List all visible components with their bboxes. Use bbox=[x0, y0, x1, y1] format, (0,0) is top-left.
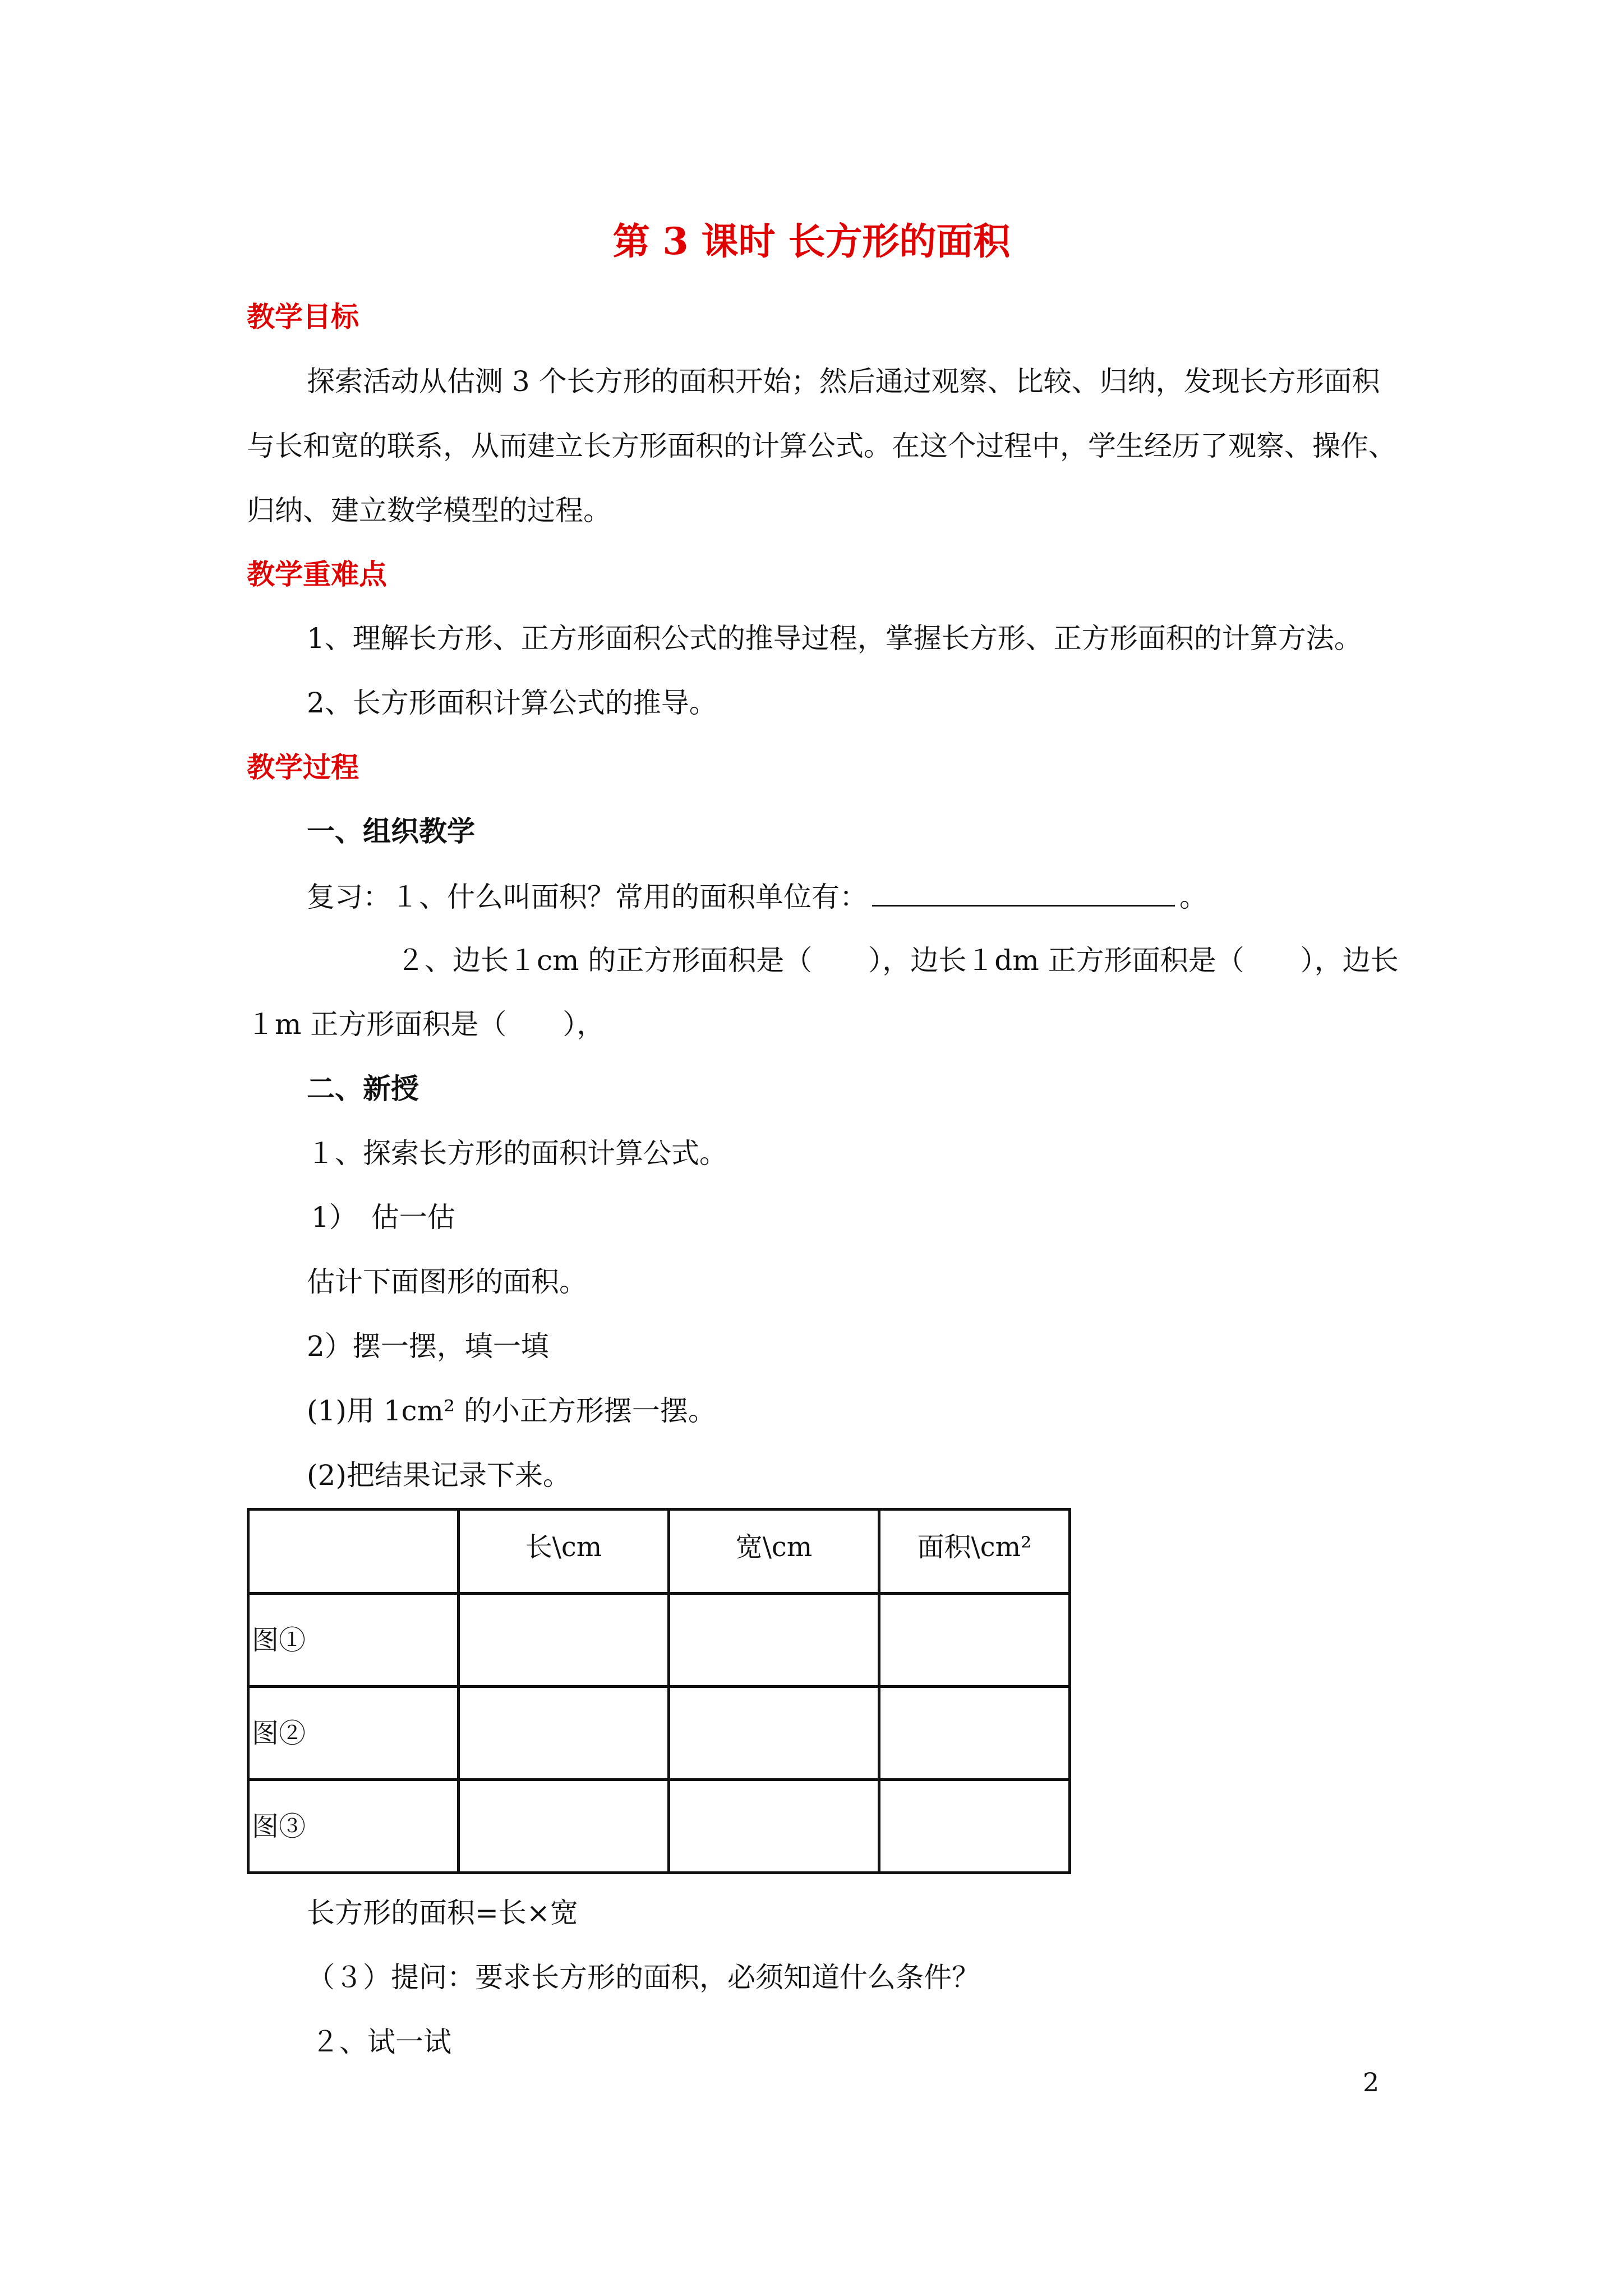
section-organize-teaching: 一、组织教学 bbox=[307, 815, 475, 848]
page-number: 2 bbox=[1363, 2067, 1380, 2097]
section-new-lesson: 二、新授 bbox=[307, 1072, 419, 1105]
objectives-heading: 教学目标 bbox=[247, 300, 359, 333]
record-results-instruction: (2)把结果记录下来。 bbox=[307, 1459, 571, 1492]
table-header-area: 面积\cm² bbox=[879, 1510, 1070, 1594]
objectives-paragraph-line-3: 归纳、建立数学模型的过程。 bbox=[247, 494, 611, 527]
step-place-and-fill: 2）摆一摆，填一填 bbox=[307, 1330, 549, 1363]
table-row-label: 图② bbox=[248, 1687, 459, 1780]
review-question-1-text: 复习：１、什么叫面积？常用的面积单位有： bbox=[307, 881, 868, 913]
step-estimate: 1） 估一估 bbox=[311, 1201, 455, 1234]
table-header-cell bbox=[248, 1510, 459, 1594]
review-question-1-end: 。 bbox=[1179, 881, 1207, 913]
step-explore-formula: １、探索长方形的面积计算公式。 bbox=[307, 1137, 727, 1170]
table-cell-empty[interactable] bbox=[669, 1594, 879, 1687]
table-header-length: 长\cm bbox=[459, 1510, 669, 1594]
table-cell-empty[interactable] bbox=[459, 1687, 669, 1780]
key-points-heading: 教学重难点 bbox=[247, 558, 387, 591]
results-table bbox=[247, 1508, 1071, 1874]
table-cell-empty[interactable] bbox=[669, 1687, 879, 1780]
review-question-2-line-2: １m 正方形面积是（ ）， bbox=[247, 1008, 605, 1041]
table-cell-empty[interactable] bbox=[879, 1780, 1070, 1873]
table-cell-empty[interactable] bbox=[459, 1780, 669, 1873]
review-question-1 bbox=[307, 879, 1207, 914]
table-header-row bbox=[248, 1510, 1070, 1594]
table-cell-empty[interactable] bbox=[879, 1594, 1070, 1687]
table-cell-empty[interactable] bbox=[459, 1594, 669, 1687]
table-cell-empty[interactable] bbox=[669, 1780, 879, 1873]
objectives-paragraph-line-1: 探索活动从估测 3 个长方形的面积开始；然后通过观察、比较、归纳，发现长方形面积 bbox=[307, 365, 1380, 398]
table-header-width: 宽\cm bbox=[669, 1510, 879, 1594]
objectives-paragraph-line-2: 与长和宽的联系，从而建立长方形面积的计算公式。在这个过程中，学生经历了观察、操作、 bbox=[247, 430, 1396, 462]
process-heading: 教学过程 bbox=[247, 751, 359, 784]
key-point-1: 1、理解长方形、正方形面积公式的推导过程，掌握长方形、正方形面积的计算方法。 bbox=[307, 622, 1362, 655]
step-try-it: ２、试一试 bbox=[311, 2026, 451, 2058]
page-title: 第 3 课时 长方形的面积 bbox=[612, 219, 1011, 263]
key-point-2: 2、长方形面积计算公式的推导。 bbox=[307, 687, 717, 719]
review-question-2-line-1: ２、边长１cm 的正方形面积是（ ），边长１dm 正方形面积是（ ），边长 bbox=[396, 944, 1399, 977]
question-conditions: （３）提问：要求长方形的面积，必须知道什么条件？ bbox=[307, 1961, 980, 1994]
table-row bbox=[248, 1780, 1070, 1873]
table-row-label: 图③ bbox=[248, 1780, 459, 1873]
table-row bbox=[248, 1594, 1070, 1687]
answer-blank-line bbox=[872, 879, 1175, 907]
table-cell-empty[interactable] bbox=[879, 1687, 1070, 1780]
estimate-instruction: 估计下面图形的面积。 bbox=[307, 1266, 587, 1298]
table-row bbox=[248, 1687, 1070, 1780]
place-squares-instruction: (1)用 1cm² 的小正方形摆一摆。 bbox=[307, 1395, 716, 1427]
area-formula: 长方形的面积=长×宽 bbox=[307, 1897, 578, 1929]
table-row-label: 图① bbox=[248, 1594, 459, 1687]
